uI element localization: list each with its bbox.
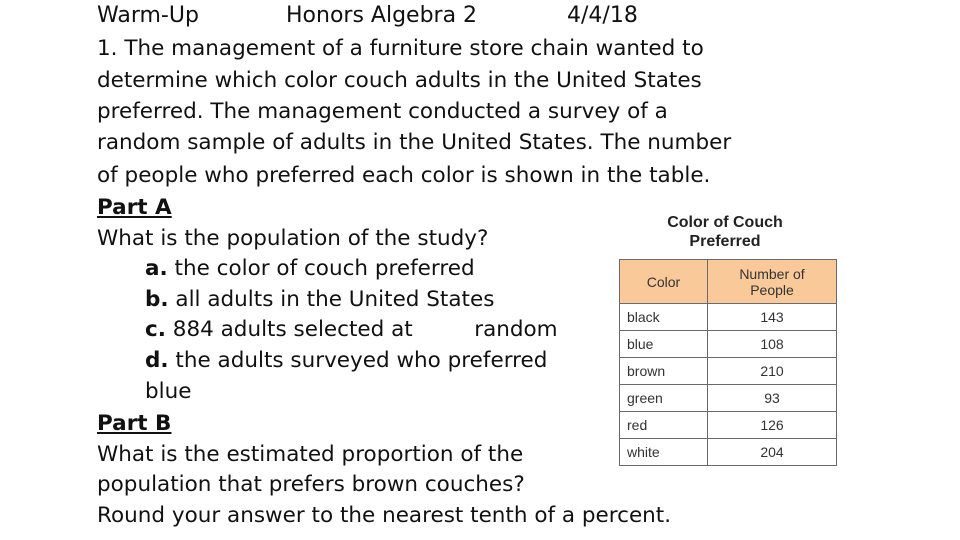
count-cell: 204 <box>708 439 837 466</box>
color-cell: green <box>620 385 708 412</box>
table-header-row <box>620 260 837 304</box>
question-line: random sample of adults in the United States. The number <box>97 130 732 155</box>
column-header-color: Color <box>620 260 708 304</box>
question-line: 1. The management of a furniture store chain wanted to <box>97 36 704 61</box>
column-header-number: Number of People <box>708 260 837 304</box>
answer-option-c: c. 884 adults selected at random <box>145 317 558 342</box>
table-row <box>620 304 837 331</box>
count-cell: 108 <box>708 331 837 358</box>
table-title: Color of Couch Preferred <box>667 214 783 250</box>
answer-option-a: a. the color of couch preferred <box>145 256 475 281</box>
answer-option-b: b. all adults in the United States <box>145 287 495 312</box>
count-cell: 143 <box>708 304 837 331</box>
part-a-heading: Part A <box>97 195 172 220</box>
question-line: determine which color couch adults in the United States <box>97 68 702 93</box>
answer-option-d: d. the adults surveyed who preferred <box>145 348 548 373</box>
question-line: of people who preferred each color is shown in the table. <box>97 163 711 188</box>
color-cell: brown <box>620 358 708 385</box>
question-line: preferred. The management conducted a survey of a <box>97 99 668 124</box>
couch-color-table <box>619 259 837 466</box>
answer-option-d-continued: blue <box>145 379 192 404</box>
header-title: Warm-Up <box>97 3 199 28</box>
header-date: 4/4/18 <box>567 3 638 28</box>
table-row <box>620 412 837 439</box>
table-row <box>620 439 837 466</box>
color-cell: white <box>620 439 708 466</box>
part-a-prompt: What is the population of the study? <box>97 226 489 251</box>
table-row <box>620 385 837 412</box>
count-cell: 93 <box>708 385 837 412</box>
header-course: Honors Algebra 2 <box>286 3 478 28</box>
count-cell: 210 <box>708 358 837 385</box>
part-b-line: population that prefers brown couches? <box>97 472 525 497</box>
part-b-line: Round your answer to the nearest tenth of a percent. <box>97 503 672 528</box>
table-row <box>620 331 837 358</box>
color-cell: blue <box>620 331 708 358</box>
part-b-line: What is the estimated proportion of the <box>97 442 524 467</box>
color-cell: black <box>620 304 708 331</box>
part-b-heading: Part B <box>97 411 172 436</box>
color-cell: red <box>620 412 708 439</box>
table-row <box>620 358 837 385</box>
count-cell: 126 <box>708 412 837 439</box>
question-number: 1. <box>97 36 118 61</box>
